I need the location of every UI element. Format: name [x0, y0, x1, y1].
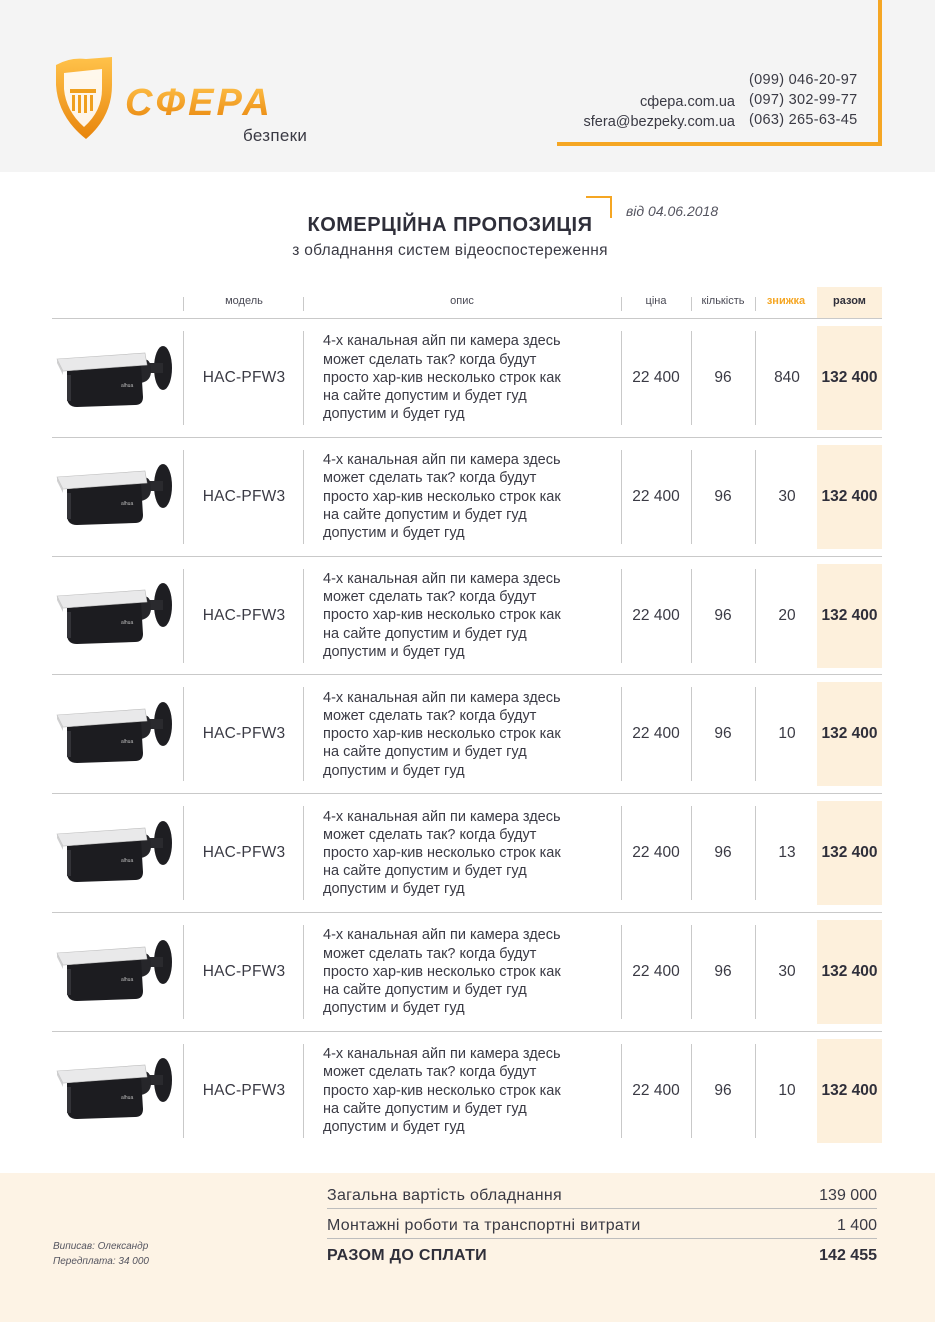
- product-image: [52, 794, 177, 912]
- summary-equipment-row: [327, 1185, 877, 1209]
- product-quantity: 96: [714, 844, 732, 862]
- phone-2[interactable]: (097) 302-99-77: [749, 92, 858, 108]
- product-model: HAC-PFW3: [202, 963, 286, 980]
- product-discount: 30: [778, 963, 796, 980]
- table-row: [0, 913, 935, 1032]
- author-note: Виписав: Олександр: [53, 1241, 149, 1252]
- column-separator: [303, 687, 304, 781]
- description-line: допустим и будет гуд: [323, 643, 465, 660]
- description-line: на сайте допустим и будет гуд: [323, 863, 527, 880]
- table-row: [0, 1032, 935, 1151]
- description-line: допустим и будет гуд: [323, 762, 465, 779]
- description-line: просто хар-кив несколько строк как: [323, 726, 561, 743]
- product-discount: 13: [778, 844, 796, 862]
- summary-grand-value: 142 455: [819, 1247, 877, 1264]
- product-total: 132 400: [821, 844, 878, 862]
- product-quantity: 96: [714, 1081, 732, 1099]
- description-line: на сайте допустим и будет гуд: [323, 1100, 527, 1117]
- bullet-camera-icon: [55, 816, 175, 891]
- column-separator: [183, 687, 184, 781]
- summary-installation-value: 1 400: [836, 1217, 877, 1234]
- product-image: [52, 913, 177, 1031]
- column-separator: [183, 1044, 184, 1138]
- bullet-camera-icon: [55, 341, 175, 416]
- product-description: [323, 438, 613, 556]
- page-subtitle: з обладнання систем відеоспостереження: [292, 242, 608, 259]
- product-discount: 20: [778, 606, 796, 624]
- product-model: HAC-PFW3: [202, 725, 286, 743]
- table-row: [0, 438, 935, 557]
- product-price: 22 400: [632, 1081, 680, 1099]
- product-description: [323, 557, 613, 675]
- header-separator: [183, 297, 184, 311]
- product-description: [323, 794, 613, 912]
- description-line: допустим и будет гуд: [323, 1000, 465, 1017]
- description-line: 4-х канальная айп пи камера здесь: [323, 689, 561, 706]
- product-image: [52, 438, 177, 556]
- column-separator: [303, 925, 304, 1019]
- description-line: может сделать так? когда будут: [323, 826, 537, 843]
- column-separator: [303, 1044, 304, 1138]
- description-line: 4-х канальная айп пи камера здесь: [323, 333, 561, 350]
- description-line: просто хар-кив несколько строк как: [323, 963, 561, 980]
- product-price: 22 400: [632, 844, 680, 862]
- column-separator: [183, 806, 184, 900]
- product-quantity: 96: [714, 369, 732, 386]
- description-line: 4-х канальная айп пи камера здесь: [323, 1046, 561, 1063]
- description-line: 4-х канальная айп пи камера здесь: [323, 571, 561, 588]
- product-image: [52, 675, 177, 793]
- product-description: [323, 675, 613, 793]
- description-line: на сайте допустим и будет гуд: [323, 744, 527, 761]
- email-link[interactable]: sfera@bezpeky.com.ua: [583, 114, 735, 130]
- header-model: модель: [225, 295, 263, 307]
- svg-text:alhua: alhua: [120, 501, 133, 508]
- summary-equipment-label: Загальна вартість обладнання: [327, 1187, 562, 1204]
- product-discount: 30: [778, 487, 796, 505]
- phone-1[interactable]: (099) 046-20-97: [749, 72, 858, 88]
- page-title: КОМЕРЦІЙНА ПРОПОЗИЦІЯ: [307, 214, 593, 236]
- description-line: просто хар-кив несколько строк как: [323, 607, 561, 624]
- product-price: 22 400: [632, 487, 680, 505]
- description-line: может сделать так? когда будут: [323, 470, 537, 487]
- product-price: 22 400: [632, 963, 680, 980]
- description-line: на сайте допустим и будет гуд: [323, 982, 527, 999]
- product-model: HAC-PFW3: [202, 844, 286, 862]
- product-description: [323, 319, 613, 437]
- header-quantity: кількість: [701, 295, 745, 307]
- product-quantity: 96: [714, 725, 732, 743]
- product-total: 132 400: [821, 487, 878, 505]
- product-price: 22 400: [632, 725, 680, 743]
- brand-tagline: безпеки: [243, 126, 308, 145]
- product-total: 132 400: [821, 606, 878, 624]
- product-description: [323, 913, 613, 1031]
- description-line: допустим и будет гуд: [323, 525, 465, 542]
- product-total: 132 400: [821, 369, 878, 386]
- logo-wordmark: СФЕРА: [125, 82, 273, 124]
- column-separator: [183, 569, 184, 663]
- product-image: [52, 1032, 177, 1150]
- product-price: 22 400: [632, 369, 680, 386]
- product-image: [52, 319, 177, 437]
- table-header: [0, 287, 935, 319]
- column-separator: [303, 331, 304, 425]
- document-date: від 04.06.2018: [626, 203, 719, 219]
- phone-list: [749, 70, 858, 130]
- bullet-camera-icon: [55, 935, 175, 1010]
- bullet-camera-icon: [55, 578, 175, 653]
- header-description: опис: [450, 295, 474, 307]
- svg-text:alhua: alhua: [120, 738, 133, 745]
- description-line: может сделать так? когда будут: [323, 351, 537, 368]
- product-quantity: 96: [714, 606, 732, 624]
- description-line: просто хар-кив несколько строк как: [323, 488, 561, 505]
- header-total: разом: [833, 295, 866, 307]
- column-separator: [303, 450, 304, 544]
- column-separator: [183, 925, 184, 1019]
- product-model: HAC-PFW3: [202, 487, 286, 505]
- product-discount: 10: [778, 725, 796, 743]
- contact-links: [540, 92, 735, 132]
- header-discount: знижка: [766, 295, 806, 307]
- column-separator: [183, 331, 184, 425]
- product-model: HAC-PFW3: [202, 1081, 286, 1099]
- product-quantity: 96: [714, 487, 732, 505]
- summary-installation-label: Монтажні роботи та транспортні витрати: [327, 1217, 641, 1234]
- summary-installation-row: [327, 1215, 877, 1239]
- website-link[interactable]: сфера.com.ua: [640, 94, 735, 110]
- bullet-camera-icon: [55, 697, 175, 772]
- bullet-camera-icon: [55, 459, 175, 534]
- summary-grand-label: РАЗОМ ДО СПЛАТИ: [327, 1247, 487, 1264]
- description-line: может сделать так? когда будут: [323, 589, 537, 606]
- phone-3[interactable]: (063) 265-63-45: [749, 112, 858, 128]
- description-line: может сделать так? когда будут: [323, 708, 537, 725]
- description-line: на сайте допустим и будет гуд: [323, 625, 527, 642]
- product-quantity: 96: [714, 963, 732, 980]
- svg-text:alhua: alhua: [120, 857, 133, 864]
- description-line: на сайте допустим и будет гуд: [323, 506, 527, 523]
- description-line: 4-х канальная айп пи камера здесь: [323, 452, 561, 469]
- description-line: допустим и будет гуд: [323, 1119, 465, 1136]
- product-model: HAC-PFW3: [202, 606, 286, 624]
- product-price: 22 400: [632, 606, 680, 624]
- table-row: [0, 794, 935, 913]
- product-discount: 840: [774, 369, 800, 386]
- svg-text:alhua: alhua: [120, 976, 133, 983]
- description-line: 4-х канальная айп пи камера здесь: [323, 927, 561, 944]
- description-line: просто хар-кив несколько строк как: [323, 1082, 561, 1099]
- description-line: на сайте допустим и будет гуд: [323, 388, 527, 405]
- summary-footer: [0, 1173, 935, 1322]
- column-separator: [303, 806, 304, 900]
- column-separator: [303, 569, 304, 663]
- description-line: 4-х канальная айп пи камера здесь: [323, 808, 561, 825]
- product-discount: 10: [778, 1081, 796, 1099]
- svg-text:alhua: alhua: [120, 620, 133, 627]
- description-line: допустим и будет гуд: [323, 881, 465, 898]
- product-image: [52, 557, 177, 675]
- table-row: [0, 675, 935, 794]
- svg-text:alhua: alhua: [120, 382, 133, 389]
- bullet-camera-icon: [55, 1053, 175, 1128]
- description-line: может сделать так? когда будут: [323, 945, 537, 962]
- header-price: ціна: [645, 295, 667, 307]
- product-total: 132 400: [821, 963, 878, 980]
- column-separator: [183, 450, 184, 544]
- description-line: может сделать так? когда будут: [323, 1064, 537, 1081]
- svg-text:alhua: alhua: [120, 1095, 133, 1102]
- product-total: 132 400: [821, 725, 878, 743]
- summary-equipment-value: 139 000: [819, 1187, 877, 1204]
- prepayment-note: Передплата: 34 000: [53, 1256, 149, 1267]
- product-total: 132 400: [821, 1081, 878, 1099]
- summary-grand-row: [327, 1245, 877, 1269]
- description-line: просто хар-кив несколько строк как: [323, 369, 561, 386]
- product-model: HAC-PFW3: [202, 369, 286, 386]
- product-description: [323, 1032, 613, 1150]
- description-line: допустим и будет гуд: [323, 406, 465, 423]
- header: [0, 0, 935, 172]
- table-row: [0, 319, 935, 438]
- description-line: просто хар-кив несколько строк как: [323, 845, 561, 862]
- table-row: [0, 557, 935, 676]
